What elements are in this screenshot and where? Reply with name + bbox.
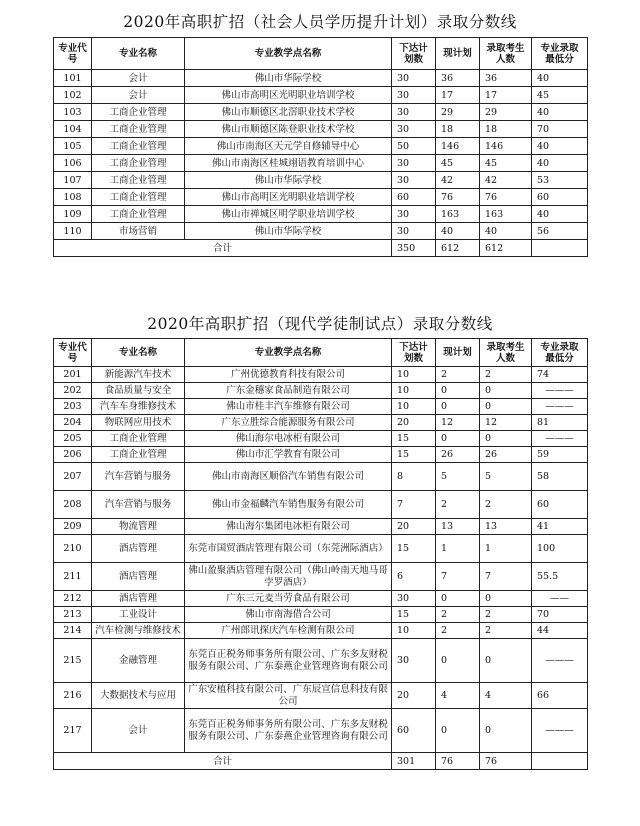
current-plan-cell: 40 bbox=[436, 223, 480, 240]
major-cell: 食品质量与安全 bbox=[92, 383, 185, 399]
table-row bbox=[54, 383, 588, 399]
min-score-cell: ——— bbox=[532, 383, 588, 399]
current-plan-cell: 12 bbox=[436, 415, 480, 431]
admitted-cell: 7 bbox=[480, 563, 532, 591]
code-cell: 209 bbox=[54, 519, 92, 535]
site-cell: 广东立胜综合能源服务有限公司 bbox=[185, 415, 392, 431]
code-cell: 210 bbox=[54, 535, 92, 563]
major-cell: 工商企业管理 bbox=[92, 447, 185, 463]
table-row bbox=[54, 367, 588, 383]
code-cell: 204 bbox=[54, 415, 92, 431]
table-row bbox=[54, 447, 588, 463]
admitted-cell: 5 bbox=[480, 463, 532, 491]
min-score-cell: 40 bbox=[532, 138, 588, 155]
column-header: 录取考生人数 bbox=[480, 38, 532, 70]
major-cell: 会计 bbox=[92, 70, 185, 87]
major-cell: 工商企业管理 bbox=[92, 138, 185, 155]
code-cell: 215 bbox=[54, 639, 92, 683]
table-row bbox=[54, 70, 588, 87]
plan-cell: 30 bbox=[392, 172, 436, 189]
major-cell: 汽车检测与维修技术 bbox=[92, 623, 185, 639]
total-row bbox=[54, 753, 588, 770]
admitted-cell: 29 bbox=[480, 104, 532, 121]
column-header: 专业名称 bbox=[92, 339, 185, 367]
site-cell: 广州优德教育科技有限公司 bbox=[185, 367, 392, 383]
current-plan-cell: 2 bbox=[436, 623, 480, 639]
current-plan-cell: 4 bbox=[436, 683, 480, 709]
major-cell: 工商企业管理 bbox=[92, 172, 185, 189]
current-plan-cell: 17 bbox=[436, 87, 480, 104]
admitted-cell: 12 bbox=[480, 415, 532, 431]
total-admitted-cell: 612 bbox=[480, 240, 532, 257]
min-score-cell: 100 bbox=[532, 535, 588, 563]
admission-table-social bbox=[53, 37, 588, 257]
column-header: 专业录取最低分 bbox=[532, 339, 588, 367]
site-cell: 广东安植科技有限公司、广东辰宣信息科技有限公司 bbox=[185, 683, 392, 709]
min-score-cell: 58 bbox=[532, 463, 588, 491]
total-row bbox=[54, 240, 588, 257]
site-cell: 佛山市南海区顺俗汽车销售有限公司 bbox=[185, 463, 392, 491]
plan-cell: 30 bbox=[392, 223, 436, 240]
column-header: 专业代号 bbox=[54, 339, 92, 367]
major-cell: 会计 bbox=[92, 709, 185, 753]
current-plan-cell: 45 bbox=[436, 155, 480, 172]
site-cell: 广东金穗家食品制造有限公司 bbox=[185, 383, 392, 399]
table-row bbox=[54, 399, 588, 415]
site-cell: 佛山盈聚酒店管理有限公司（佛山岭南天地马哥孛罗酒店） bbox=[185, 563, 392, 591]
total-label: 合计 bbox=[54, 753, 392, 770]
plan-cell: 15 bbox=[392, 447, 436, 463]
plan-cell: 10 bbox=[392, 383, 436, 399]
table-row bbox=[54, 104, 588, 121]
current-plan-cell: 13 bbox=[436, 519, 480, 535]
code-cell: 206 bbox=[54, 447, 92, 463]
admitted-cell: 0 bbox=[480, 383, 532, 399]
site-cell: 东莞百正税务师事务所有限公司、广东多友财税服务有限公司、广东泰燕企业管理咨询有限公司 bbox=[185, 709, 392, 753]
admitted-cell: 163 bbox=[480, 206, 532, 223]
admitted-cell: 0 bbox=[480, 709, 532, 753]
code-cell: 216 bbox=[54, 683, 92, 709]
total-empty-cell bbox=[532, 240, 588, 257]
site-cell: 佛山市顺德区陈登职业技术学校 bbox=[185, 121, 392, 138]
column-header: 现计划 bbox=[436, 38, 480, 70]
min-score-cell: 55.5 bbox=[532, 563, 588, 591]
table2-title: 2020年高职扩招（现代学徒制试点）录取分数线 bbox=[147, 315, 493, 333]
table-row bbox=[54, 172, 588, 189]
current-plan-cell: 0 bbox=[436, 591, 480, 607]
current-plan-cell: 146 bbox=[436, 138, 480, 155]
min-score-cell: ——— bbox=[532, 399, 588, 415]
current-plan-cell: 18 bbox=[436, 121, 480, 138]
current-plan-cell: 2 bbox=[436, 607, 480, 623]
min-score-cell: 59 bbox=[532, 447, 588, 463]
current-plan-cell: 0 bbox=[436, 399, 480, 415]
plan-cell: 30 bbox=[392, 591, 436, 607]
plan-cell: 10 bbox=[392, 399, 436, 415]
plan-cell: 15 bbox=[392, 535, 436, 563]
total-plan-cell: 301 bbox=[392, 753, 436, 770]
admitted-cell: 40 bbox=[480, 223, 532, 240]
plan-cell: 30 bbox=[392, 206, 436, 223]
plan-cell: 30 bbox=[392, 155, 436, 172]
current-plan-cell: 7 bbox=[436, 563, 480, 591]
plan-cell: 7 bbox=[392, 491, 436, 519]
site-cell: 广东三元麦当劳食品有限公司 bbox=[185, 591, 392, 607]
min-score-cell: 60 bbox=[532, 189, 588, 206]
min-score-cell: 70 bbox=[532, 607, 588, 623]
min-score-cell: ——— bbox=[532, 639, 588, 683]
min-score-cell: 70 bbox=[532, 121, 588, 138]
table1-title: 2020年高职扩招（社会人员学历提升计划）录取分数线 bbox=[123, 13, 517, 31]
min-score-cell: 56 bbox=[532, 223, 588, 240]
site-cell: 佛山市华际学校 bbox=[185, 172, 392, 189]
plan-cell: 60 bbox=[392, 709, 436, 753]
major-cell: 酒店管理 bbox=[92, 535, 185, 563]
site-cell: 佛山市汇学教育有限公司 bbox=[185, 447, 392, 463]
major-cell: 汽车车身维修技术 bbox=[92, 399, 185, 415]
min-score-cell: 53 bbox=[532, 172, 588, 189]
major-cell: 汽车营销与服务 bbox=[92, 491, 185, 519]
admitted-cell: 2 bbox=[480, 623, 532, 639]
current-plan-cell: 42 bbox=[436, 172, 480, 189]
column-header: 下达计划数 bbox=[392, 38, 436, 70]
code-cell: 201 bbox=[54, 367, 92, 383]
admitted-cell: 4 bbox=[480, 683, 532, 709]
min-score-cell: 74 bbox=[532, 367, 588, 383]
column-header: 专业代号 bbox=[54, 38, 92, 70]
site-cell: 东莞百正税务师事务所有限公司、广东多友财税服务有限公司、广东泰燕企业管理咨询有限公司 bbox=[185, 639, 392, 683]
admitted-cell: 0 bbox=[480, 431, 532, 447]
admitted-cell: 0 bbox=[480, 591, 532, 607]
table-row bbox=[54, 121, 588, 138]
site-cell: 佛山海尔集团电冰柜有限公司 bbox=[185, 519, 392, 535]
code-cell: 211 bbox=[54, 563, 92, 591]
column-header: 录取考生人数 bbox=[480, 339, 532, 367]
code-cell: 102 bbox=[54, 87, 92, 104]
current-plan-cell: 0 bbox=[436, 639, 480, 683]
total-current-cell: 76 bbox=[436, 753, 480, 770]
site-cell: 佛山市南海区天元学自修辅导中心 bbox=[185, 138, 392, 155]
admitted-cell: 45 bbox=[480, 155, 532, 172]
min-score-cell: 66 bbox=[532, 683, 588, 709]
admitted-cell: 17 bbox=[480, 87, 532, 104]
major-cell: 工商企业管理 bbox=[92, 104, 185, 121]
site-cell: 佛山市顺德区北滘职业技术学校 bbox=[185, 104, 392, 121]
min-score-cell: 40 bbox=[532, 155, 588, 172]
table-row bbox=[54, 155, 588, 172]
current-plan-cell: 0 bbox=[436, 709, 480, 753]
total-current-cell: 612 bbox=[436, 240, 480, 257]
admitted-cell: 26 bbox=[480, 447, 532, 463]
site-cell: 佛山市金福麟汽车销售服务有限公司 bbox=[185, 491, 392, 519]
plan-cell: 50 bbox=[392, 138, 436, 155]
plan-cell: 8 bbox=[392, 463, 436, 491]
plan-cell: 15 bbox=[392, 607, 436, 623]
site-cell: 东莞市国贸酒店管理有限公司（东莞洲际酒店） bbox=[185, 535, 392, 563]
admitted-cell: 2 bbox=[480, 607, 532, 623]
current-plan-cell: 0 bbox=[436, 383, 480, 399]
major-cell: 酒店管理 bbox=[92, 563, 185, 591]
admitted-cell: 146 bbox=[480, 138, 532, 155]
column-header: 专业教学点名称 bbox=[185, 339, 392, 367]
code-cell: 214 bbox=[54, 623, 92, 639]
code-cell: 212 bbox=[54, 591, 92, 607]
site-cell: 广州郎讯探庆汽车检测有限公司 bbox=[185, 623, 392, 639]
admitted-cell: 2 bbox=[480, 367, 532, 383]
plan-cell: 15 bbox=[392, 431, 436, 447]
current-plan-cell: 76 bbox=[436, 189, 480, 206]
current-plan-cell: 36 bbox=[436, 70, 480, 87]
major-cell: 新能源汽车技术 bbox=[92, 367, 185, 383]
table-row bbox=[54, 223, 588, 240]
current-plan-cell: 1 bbox=[436, 535, 480, 563]
current-plan-cell: 2 bbox=[436, 367, 480, 383]
table-row bbox=[54, 415, 588, 431]
major-cell: 工商企业管理 bbox=[92, 155, 185, 172]
code-cell: 205 bbox=[54, 431, 92, 447]
table-row bbox=[54, 189, 588, 206]
table-row bbox=[54, 519, 588, 535]
column-header: 现计划 bbox=[436, 339, 480, 367]
min-score-cell: ——— bbox=[532, 709, 588, 753]
major-cell: 金融管理 bbox=[92, 639, 185, 683]
site-cell: 佛山海尔电冰柜有限公司 bbox=[185, 431, 392, 447]
column-header: 专业教学点名称 bbox=[185, 38, 392, 70]
plan-cell: 30 bbox=[392, 87, 436, 104]
min-score-cell: 44 bbox=[532, 623, 588, 639]
table-row bbox=[54, 138, 588, 155]
code-cell: 208 bbox=[54, 491, 92, 519]
table-row bbox=[54, 639, 588, 683]
table-row bbox=[54, 563, 588, 591]
code-cell: 213 bbox=[54, 607, 92, 623]
code-cell: 203 bbox=[54, 399, 92, 415]
table-row bbox=[54, 607, 588, 623]
plan-cell: 30 bbox=[392, 70, 436, 87]
major-cell: 物联网应用技术 bbox=[92, 415, 185, 431]
table-row bbox=[54, 206, 588, 223]
current-plan-cell: 163 bbox=[436, 206, 480, 223]
current-plan-cell: 29 bbox=[436, 104, 480, 121]
min-score-cell: —— bbox=[532, 591, 588, 607]
table-row bbox=[54, 87, 588, 104]
admitted-cell: 2 bbox=[480, 491, 532, 519]
min-score-cell: 40 bbox=[532, 206, 588, 223]
site-cell: 佛山市南海借合公司 bbox=[185, 607, 392, 623]
site-cell: 佛山市高明区光明职业培训学校 bbox=[185, 87, 392, 104]
major-cell: 工商企业管理 bbox=[92, 431, 185, 447]
table-row bbox=[54, 491, 588, 519]
code-cell: 217 bbox=[54, 709, 92, 753]
total-empty-cell bbox=[532, 753, 588, 770]
admitted-cell: 1 bbox=[480, 535, 532, 563]
plan-cell: 20 bbox=[392, 415, 436, 431]
major-cell: 工商企业管理 bbox=[92, 189, 185, 206]
site-cell: 佛山市华际学校 bbox=[185, 70, 392, 87]
code-cell: 207 bbox=[54, 463, 92, 491]
current-plan-cell: 5 bbox=[436, 463, 480, 491]
major-cell: 工业设计 bbox=[92, 607, 185, 623]
major-cell: 酒店管理 bbox=[92, 591, 185, 607]
current-plan-cell: 0 bbox=[436, 431, 480, 447]
code-cell: 110 bbox=[54, 223, 92, 240]
plan-cell: 60 bbox=[392, 189, 436, 206]
site-cell: 佛山市华际学校 bbox=[185, 223, 392, 240]
major-cell: 工商企业管理 bbox=[92, 206, 185, 223]
admitted-cell: 42 bbox=[480, 172, 532, 189]
major-cell: 物流管理 bbox=[92, 519, 185, 535]
table-row bbox=[54, 431, 588, 447]
table-row bbox=[54, 709, 588, 753]
code-cell: 105 bbox=[54, 138, 92, 155]
site-cell: 佛山市高明区光明职业培训学校 bbox=[185, 189, 392, 206]
current-plan-cell: 2 bbox=[436, 491, 480, 519]
column-header: 下达计划数 bbox=[392, 339, 436, 367]
code-cell: 108 bbox=[54, 189, 92, 206]
min-score-cell: 45 bbox=[532, 87, 588, 104]
header-row bbox=[54, 339, 588, 367]
min-score-cell: 81 bbox=[532, 415, 588, 431]
total-label: 合计 bbox=[54, 240, 392, 257]
major-cell: 大数据技术与应用 bbox=[92, 683, 185, 709]
min-score-cell: 40 bbox=[532, 104, 588, 121]
admitted-cell: 0 bbox=[480, 399, 532, 415]
min-score-cell: 41 bbox=[532, 519, 588, 535]
table-row bbox=[54, 591, 588, 607]
admitted-cell: 36 bbox=[480, 70, 532, 87]
code-cell: 109 bbox=[54, 206, 92, 223]
min-score-cell: 40 bbox=[532, 70, 588, 87]
plan-cell: 10 bbox=[392, 367, 436, 383]
plan-cell: 20 bbox=[392, 683, 436, 709]
admitted-cell: 0 bbox=[480, 639, 532, 683]
site-cell: 佛山市南海区桂城翊语教育培训中心 bbox=[185, 155, 392, 172]
current-plan-cell: 26 bbox=[436, 447, 480, 463]
header-row bbox=[54, 38, 588, 70]
table-row bbox=[54, 463, 588, 491]
code-cell: 103 bbox=[54, 104, 92, 121]
plan-cell: 6 bbox=[392, 563, 436, 591]
code-cell: 107 bbox=[54, 172, 92, 189]
code-cell: 106 bbox=[54, 155, 92, 172]
total-plan-cell: 350 bbox=[392, 240, 436, 257]
major-cell: 汽车营销与服务 bbox=[92, 463, 185, 491]
table-row bbox=[54, 535, 588, 563]
min-score-cell: ——— bbox=[532, 431, 588, 447]
admission-table-apprenticeship bbox=[53, 338, 588, 770]
major-cell: 工商企业管理 bbox=[92, 121, 185, 138]
table-row bbox=[54, 683, 588, 709]
plan-cell: 30 bbox=[392, 639, 436, 683]
code-cell: 202 bbox=[54, 383, 92, 399]
min-score-cell: 60 bbox=[532, 491, 588, 519]
total-admitted-cell: 76 bbox=[480, 753, 532, 770]
plan-cell: 10 bbox=[392, 623, 436, 639]
plan-cell: 30 bbox=[392, 121, 436, 138]
table-row bbox=[54, 623, 588, 639]
major-cell: 市场营销 bbox=[92, 223, 185, 240]
site-cell: 佛山市禅城区明学职业培训学校 bbox=[185, 206, 392, 223]
admitted-cell: 76 bbox=[480, 189, 532, 206]
plan-cell: 20 bbox=[392, 519, 436, 535]
admitted-cell: 13 bbox=[480, 519, 532, 535]
plan-cell: 30 bbox=[392, 104, 436, 121]
code-cell: 101 bbox=[54, 70, 92, 87]
code-cell: 104 bbox=[54, 121, 92, 138]
admitted-cell: 18 bbox=[480, 121, 532, 138]
major-cell: 会计 bbox=[92, 87, 185, 104]
column-header: 专业名称 bbox=[92, 38, 185, 70]
column-header: 专业录取最低分 bbox=[532, 38, 588, 70]
site-cell: 佛山市桂丰汽车维修有限公司 bbox=[185, 399, 392, 415]
